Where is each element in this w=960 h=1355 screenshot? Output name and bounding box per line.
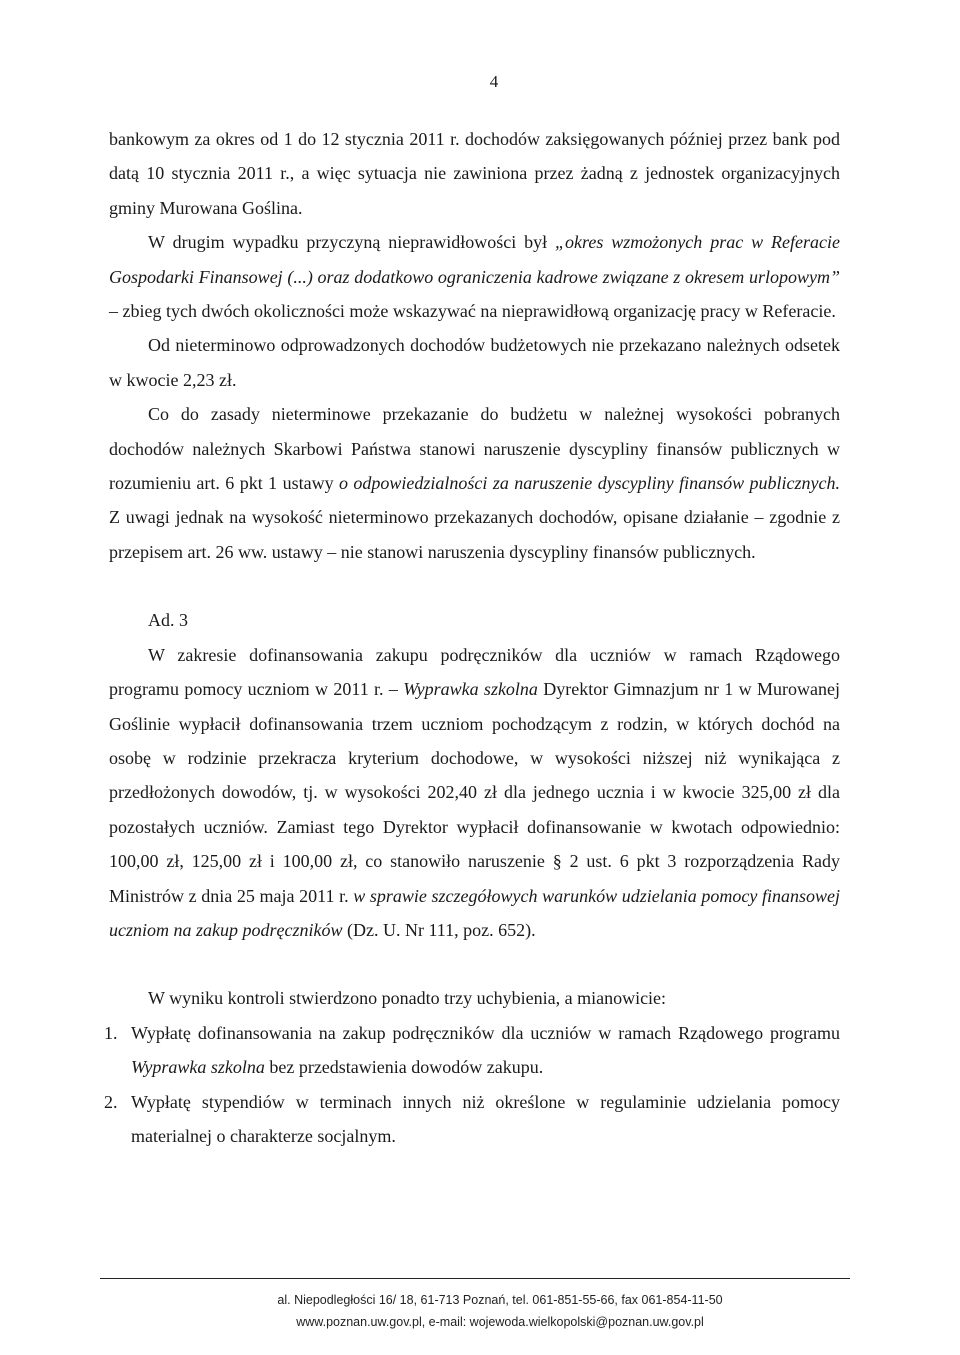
- paragraph-second-case: W drugim wypadku przyczyną nieprawidłowości był „okres wzmożonych prac w Referacie Gospodarki Finansowej (...) oraz dodatkowo ograniczenia kadrowe związane z okresem urlopowym” – zbieg tych dwóch okoliczności może wskazywać na nieprawidłową organizację pracy w Referacie.: [109, 232, 840, 322]
- act-title: o odpowiedzialności za naruszenie dyscypliny finansów publicznych.: [339, 473, 840, 494]
- regulation-title: w sprawie szczegółowych warunków udzielania pomocy finansowej uczniom na zakup podręczników: [109, 885, 840, 940]
- section-heading-ad3: Ad. 3: [148, 610, 188, 631]
- quoted-explanation: „okres wzmożonych prac w Referacie Gospodarki Finansowej (...) oraz dodatkowo ograniczenia kadrowe związane z okresem urlopowym”: [109, 232, 840, 287]
- footer-address: al. Niepodległości 16/ 18, 61-713 Poznań, tel. 061-851-55-66, fax 061-854-11-50: [277, 1293, 723, 1307]
- paragraph-ad3: W zakresie dofinansowania zakupu podręczników dla uczniów w ramach Rządowego programu pomocy uczniom w 2011 r. – Wyprawka szkolna Dyrektor Gimnazjum nr 1 w Murowanej Goślinie wypłacił dofinansowania trzem uczniom pochodzącym z rodzin, w których dochód na osobę w rodzinie przekracza kryterium dochodowe, w wysokości niższej niż wynikająca z przedłożonych dowodów, tj. w wysokości 202,40 zł dla jednego ucznia i w kwocie 325,00 zł dla pozostałych uczniów. Zamiast tego Dyrektor wypłacił dofinansowanie w kwotach odpowiednio: 100,00 zł, 125,00 zł i 100,00 zł, co stanowiło naruszenie § 2 ust. 6 pkt 3 rozporządzenia Rady Ministrów z dnia 25 maja 2011 r. w sprawie szczegółowych warunków udzielania pomocy finansowej uczniom na zakup podręczników (Dz. U. Nr 111, poz. 652).: [109, 644, 840, 940]
- footer: [0, 1289, 960, 1333]
- spacer: [109, 947, 840, 981]
- page-number: 4: [489, 72, 499, 91]
- irregularities-list: [104, 1016, 840, 1154]
- spacer: [109, 569, 840, 603]
- summary-intro: W wyniku kontroli stwierdzono ponadto trzy uchybienia, a mianowicie:: [148, 988, 667, 1009]
- paragraph-bank-delay: bankowym za okres od 1 do 12 stycznia 2011 r. dochodów zaksięgowanych później przez bank pod datą 10 stycznia 2011 r., a więc sytuacja nie zawiniona przez żadną z jednostek organizacyjnych gminy Murowana Goślina.: [109, 129, 840, 218]
- list-item: 2. Wypłatę stypendiów w terminach innych niż określone w regulaminie udzielania pomocy materialnej o charakterze socjalnym.: [104, 1091, 840, 1146]
- paragraph-interest: Od nieterminowo odprowadzonych dochodów budżetowych nie przekazano należnych odsetek w kwocie 2,23 zł.: [109, 335, 840, 390]
- document-body: [104, 122, 840, 1153]
- footer-contact: www.poznan.uw.gov.pl, e-mail: wojewoda.wielkopolski@poznan.uw.gov.pl: [296, 1315, 704, 1329]
- list-item: 1. Wypłatę dofinansowania na zakup podręczników dla uczniów w ramach Rządowego programu Wyprawka szkolna bez przedstawienia dowodów zakupu.: [104, 1022, 840, 1078]
- paragraph-fiscal-discipline: Co do zasady nieterminowe przekazanie do budżetu w należnej wysokości pobranych dochodów należnych Skarbowi Państwa stanowi naruszenie dyscypliny finansów publicznych w rozumieniu art. 6 pkt 1 ustawy o odpowiedzialności za naruszenie dyscypliny finansów publicznych. Z uwagi jednak na wysokość nieterminowo przekazanych dochodów, opisane działanie – zgodnie z przepisem art. 26 ww. ustawy – nie stanowi naruszenia dyscypliny finansów publicznych.: [109, 404, 840, 562]
- program-name: Wyprawka szkolna: [403, 679, 538, 700]
- footer-divider: [100, 1278, 850, 1279]
